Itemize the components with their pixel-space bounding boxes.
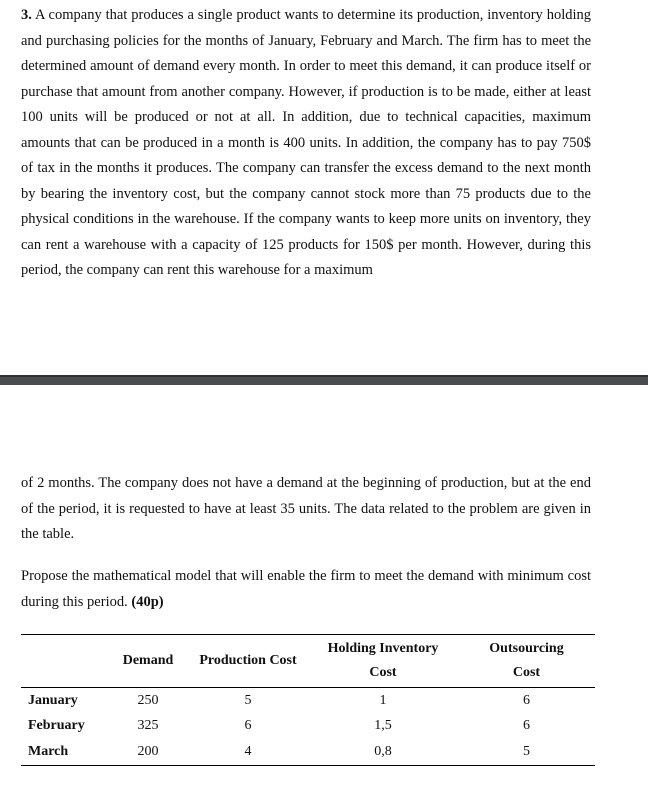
question-text-part1: A company that produces a single product wants to determine its production, inventory holding and purchasing policies for the months of January, February and March. The firm has to meet the determined amount of demand every month. In order to meet this demand, it can produce itself or purchase that amount from another company. However, if production is to be made, either at least 100 units will be produced or not at all. In addition, due to technical capacities, maximum amounts that can be produced in a month is 400 units. In addition, the company has to pay 750$ of tax in the months it produces. The company can transfer the excess demand to the next month by bearing the inventory cost, but the company cannot stock more than 75 products due to the physical conditions in the warehouse. If the company wants to keep more units on inventory, they can rent a warehouse with a capacity of 125 products for 150$ per month. However, during this period, the company can rent this warehouse for a maximum — [21, 7, 591, 278]
prompt-text: Propose the mathematical model that will enable the firm to meet the demand with minimum cost during this period. — [21, 568, 591, 610]
question-paragraph-1 — [21, 3, 591, 284]
header-holding-cost — [308, 635, 458, 688]
cell-month: March — [21, 739, 108, 765]
data-table — [21, 634, 595, 766]
table-row — [21, 739, 595, 765]
header-outsourcing-line2: Cost — [512, 665, 541, 680]
question-number: 3. — [21, 7, 32, 23]
header-holding-line2: Cost — [369, 665, 397, 680]
cell-outsourcing-cost: 5 — [458, 739, 595, 765]
header-outsourcing-cost — [458, 635, 595, 688]
table-header-row — [21, 635, 595, 688]
cell-demand: 200 — [108, 739, 188, 765]
cell-demand: 325 — [137, 718, 159, 734]
question-prompt — [21, 564, 591, 615]
cell-holding-cost: 1 — [308, 688, 458, 714]
table-row — [21, 688, 595, 714]
cell-demand: 250 — [108, 688, 188, 714]
cell-month: February — [28, 718, 85, 734]
cell-outsourcing-cost: 6 — [458, 688, 595, 714]
cell-production-cost: 5 — [188, 688, 308, 714]
cell-production-cost: 4 — [188, 739, 308, 765]
table-row — [21, 714, 595, 740]
points-label: (40p) — [131, 593, 164, 610]
header-month — [21, 635, 108, 688]
cell-outsourcing-cost: 6 — [523, 718, 530, 734]
cell-holding-cost: 1,5 — [374, 718, 392, 734]
header-outsourcing-line1: Outsourcing — [489, 641, 564, 656]
page-break-divider — [0, 375, 648, 385]
cell-holding-cost: 0,8 — [308, 739, 458, 765]
cell-month: January — [21, 688, 108, 714]
header-holding-line1: Holding Inventory — [327, 641, 439, 656]
question-paragraph-2: of 2 months. The company does not have a demand at the beginning of production, but at the end of the period, it is requested to have at least 35 units. The data related to the problem are given in the table. — [21, 475, 591, 542]
cell-production-cost: 6 — [244, 718, 252, 734]
header-production-cost: Production Cost — [188, 635, 308, 688]
header-demand: Demand — [108, 635, 188, 688]
